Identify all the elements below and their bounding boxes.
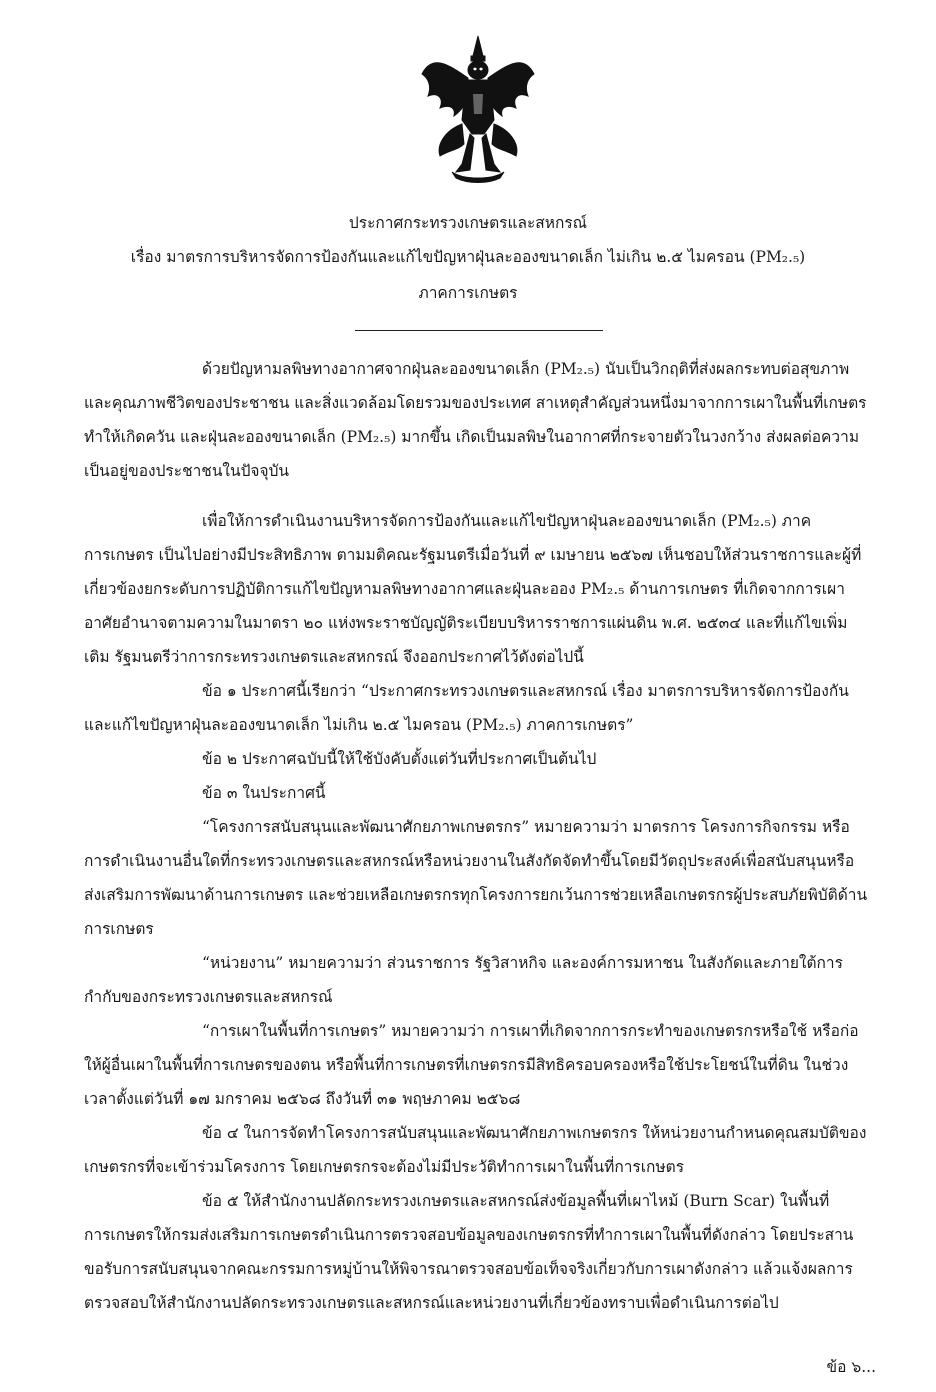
paragraph-intro: ด้วยปัญหามลพิษทางอากาศจากฝุ่นละอองขนาดเล็ก (PM₂.₅) นับเป็นวิกฤติที่ส่งผลกระทบต่อสุขภาพและคุณภาพชีวิตของประชาชน และสิ่งแวดล้อมโดยรวมของประเทศ สาเหตุสำคัญส่วนหนึ่งมาจากการเผาในพื้นที่เกษตร ทำให้เกิดควัน และฝุ่นละอองขนาดเล็ก (PM₂.₅) มากขึ้น เกิดเป็นมลพิษในอากาศที่กระจายตัวในวงกว้าง ส่งผลต่อความเป็นอยู่ของประชาชนในปัจจุบัน <box>84 360 867 480</box>
announcement-subject-text: เรื่อง มาตรการบริหารจัดการป้องกันและแก้ไขปัญหาฝุ่นละอองขนาดเล็ก ไม่เกิน ๒.๕ ไมครอน (PM₂.₅) <box>130 248 806 266</box>
clause-5: ข้อ ๕ ให้สำนักงานปลัดกระทรวงเกษตรและสหกรณ์ส่งข้อมูลพื้นที่เผาไหม้ (Burn Scar) ในพื้นที่การเกษตรให้กรมส่งเสริมการเกษตรดำเนินการตรวจสอบข้อมูลของเกษตรกรที่ทำการเผาในพื้นที่ดังกล่าว โดยประสานขอรับการสนับสนุนจากคณะกรรมการหมู่บ้านให้พิจารณาตรวจสอบข้อเท็จจริงเกี่ยวกับการเผาดังกล่าว แล้วแจ้งผลการตรวจสอบให้สำนักงานปลัดกระทรวงเกษตรและสหกรณ์และหน่วยงานที่เกี่ยวข้องทราบเพื่อดำเนินการต่อไป <box>84 1192 854 1312</box>
garuda-emblem-icon <box>418 34 538 184</box>
page-continuation: ข้อ ๖... <box>826 1358 876 1376</box>
definition-agency: “หน่วยงาน” หมายความว่า ส่วนราชการ รัฐวิสาหกิจ และองค์การมหาชน ในสังกัดและภายใต้การกำกับของกระทรวงเกษตรและสหกรณ์ <box>84 954 843 1006</box>
header-divider <box>355 330 603 331</box>
paragraph-authority: เพื่อให้การดำเนินงานบริหารจัดการป้องกันและแก้ไขปัญหาฝุ่นละอองขนาดเล็ก (PM₂.₅) ภาคการเกษตร เป็นไปอย่างมีประสิทธิภาพ ตามมติคณะรัฐมนตรีเมื่อวันที่ ๙ เมษายน ๒๕๖๗ เห็นชอบให้ส่วนราชการและผู้ที่เกี่ยวข้องยกระดับการปฏิบัติการแก้ไขปัญหามลพิษทางอากาศและฝุ่นละออง PM₂.₅ ด้านการเกษตร ที่เกิดจากการเผา อาศัยอำนาจตามความในมาตรา ๒๐ แห่งพระราชบัญญัติระเบียบบริหารราชการแผ่นดิน พ.ศ. ๒๕๓๔ และที่แก้ไขเพิ่มเติม รัฐมนตรีว่าการกระทรวงเกษตรและสหกรณ์ จึงออกประกาศไว้ดังต่อไปนี้ <box>84 512 862 666</box>
definition-agricultural-burning: “การเผาในพื้นที่การเกษตร” หมายความว่า การเผาที่เกิดจากการกระทำของเกษตรกรหรือใช้ หรือก่อให้ผู้อื่นเผาในพื้นที่การเกษตรของตน หรือพื้นที่การเกษตรที่เกษตรกรมีสิทธิครอบครองหรือใช้ประโยชน์ในที่ดิน ในช่วงเวลาตั้งแต่วันที่ ๑๗ มกราคม ๒๕๖๘ ถึงวันที่ ๓๑ พฤษภาคม ๒๕๖๘ <box>84 1022 859 1108</box>
announcement-subject <box>0 244 936 269</box>
clause-3: ข้อ ๓ ในประกาศนี้ <box>202 784 326 802</box>
clause-4: ข้อ ๔ ในการจัดทำโครงการสนับสนุนและพัฒนาศักยภาพเกษตรกร ให้หน่วยงานกำหนดคุณสมบัติของเกษตรกรที่จะเข้าร่วมโครงการ โดยเกษตรกรจะต้องไม่มีประวัติทำการเผาในพื้นที่การเกษตร <box>84 1124 867 1176</box>
document-body <box>84 352 868 1320</box>
clause-1: ข้อ ๑ ประกาศนี้เรียกว่า “ประกาศกระทรวงเกษตรและสหกรณ์ เรื่อง มาตรการบริหารจัดการป้องกันและแก้ไขปัญหาฝุ่นละอองขนาดเล็ก ไม่เกิน ๒.๕ ไมครอน (PM₂.₅) ภาคการเกษตร” <box>84 682 849 734</box>
definition-farmer-project: “โครงการสนับสนุนและพัฒนาศักยภาพเกษตรกร” หมายความว่า มาตรการ โครงการกิจกรรม หรือการดำเนินงานอื่นใดที่กระทรวงเกษตรและสหกรณ์หรือหน่วยงานในสังกัดจัดทำขึ้นโดยมีวัตถุประสงค์เพื่อสนับสนุนหรือส่งเสริมการพัฒนาด้านการเกษตร และช่วยเหลือเกษตรกรทุกโครงการยกเว้นการช่วยเหลือเกษตรกรผู้ประสบภัยพิบัติด้านการเกษตร <box>84 818 868 938</box>
announcement-sector: ภาคการเกษตร <box>418 284 518 302</box>
announcement-title: ประกาศกระทรวงเกษตรและสหกรณ์ <box>348 214 588 232</box>
clause-2: ข้อ ๒ ประกาศฉบับนี้ให้ใช้บังคับตั้งแต่วันที่ประกาศเป็นต้นไป <box>202 750 597 768</box>
